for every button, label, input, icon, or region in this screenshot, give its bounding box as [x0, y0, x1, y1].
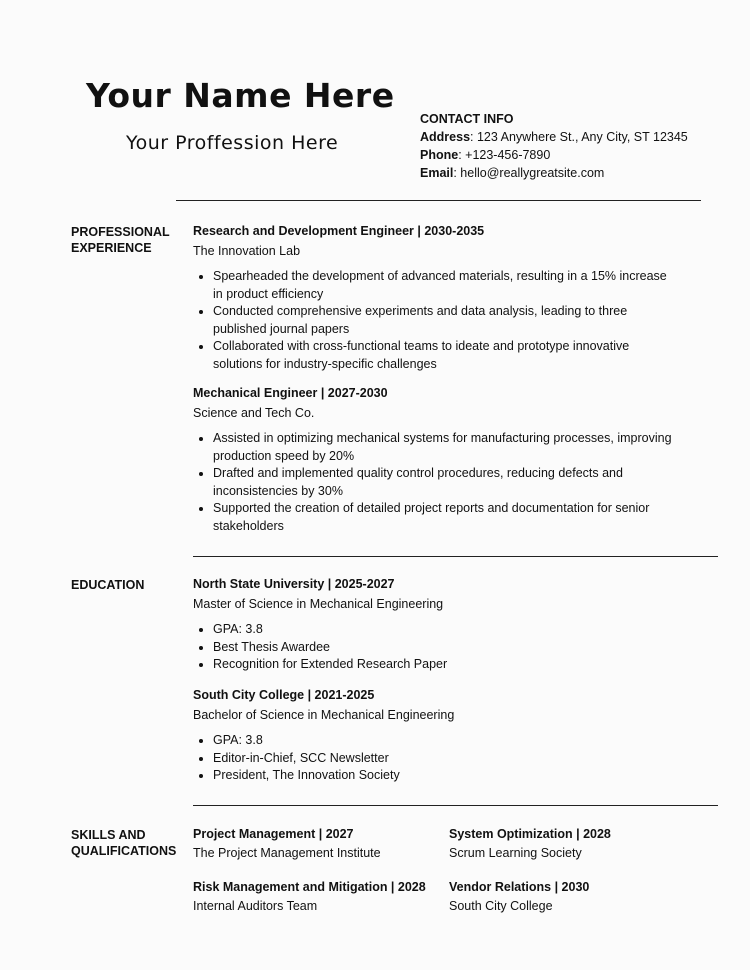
- contact-address: [420, 128, 688, 146]
- phone-label: Phone: [420, 148, 459, 162]
- list-item: • Editor-in-Chief, SCC Newsletter: [213, 750, 723, 768]
- list-item: • GPA: 3.8: [213, 732, 723, 750]
- resume-name: Your Name Here: [86, 76, 395, 115]
- school-bullets: [193, 621, 723, 674]
- skill-organization: Scrum Learning Society: [449, 846, 582, 860]
- school-degree: Master of Science in Mechanical Engineering: [193, 597, 444, 611]
- experience-divider: [193, 556, 718, 557]
- education-school-2: [193, 686, 723, 785]
- contact-info: [420, 110, 688, 182]
- education-divider: [193, 805, 718, 806]
- list-item: • Recognition for Extended Research Paper: [213, 656, 723, 674]
- job-title: Mechanical Engineer | 2027-2030: [193, 386, 388, 400]
- list-item: • Conducted comprehensive experiments and data analysis, leading to three published journal papers: [213, 303, 678, 338]
- skill-organization: South City College: [449, 899, 553, 913]
- skill-organization: Internal Auditors Team: [193, 899, 318, 913]
- skill-item: [193, 878, 443, 915]
- skill-title: System Optimization | 2028: [449, 827, 611, 841]
- email-value: : hello@reallygreatsite.com: [453, 166, 605, 180]
- list-item: • President, The Innovation Society: [213, 767, 723, 785]
- education-school-1: [193, 575, 723, 674]
- section-title-education: EDUCATION: [71, 578, 145, 592]
- skill-item: [449, 825, 709, 862]
- skill-title: Vendor Relations | 2030: [449, 880, 590, 894]
- job-bullets: [193, 430, 678, 535]
- job-bullets: [193, 268, 678, 373]
- phone-value: : +123-456-7890: [458, 148, 551, 162]
- skill-organization: The Project Management Institute: [193, 846, 381, 860]
- section-title-experience: PROFESSIONAL EXPERIENCE: [71, 225, 170, 255]
- list-item: • Drafted and implemented quality control procedures, reducing defects and inconsistencies by 30%: [213, 465, 678, 500]
- experience-job-1: [193, 222, 723, 373]
- skill-item: [449, 878, 709, 915]
- list-item: • Supported the creation of detailed project reports and documentation for senior stakeholders: [213, 500, 678, 535]
- skill-title: Risk Management and Mitigation | 2028: [193, 880, 426, 894]
- list-item: • Best Thesis Awardee: [213, 639, 723, 657]
- skill-title: Project Management | 2027: [193, 827, 354, 841]
- resume-profession: Your Proffession Here: [126, 132, 339, 154]
- list-item: • GPA: 3.8: [213, 621, 723, 639]
- header-divider: [176, 200, 701, 201]
- experience-job-2: [193, 384, 723, 535]
- contact-phone: [420, 146, 688, 164]
- school-degree: Bachelor of Science in Mechanical Engineering: [193, 708, 455, 722]
- school-title: South City College | 2021-2025: [193, 688, 375, 702]
- job-organization: Science and Tech Co.: [193, 406, 315, 420]
- list-item: • Assisted in optimizing mechanical systems for manufacturing processes, improving production speed by 20%: [213, 430, 678, 465]
- list-item: • Collaborated with cross-functional teams to ideate and prototype innovative solutions for industry-specific challenges: [213, 338, 678, 373]
- contact-heading: CONTACT INFO: [420, 112, 514, 126]
- contact-email: [420, 164, 688, 182]
- list-item: • Spearheaded the development of advanced materials, resulting in a 15% increase in product efficiency: [213, 268, 678, 303]
- job-organization: The Innovation Lab: [193, 244, 301, 258]
- skill-item: [193, 825, 443, 862]
- school-title: North State University | 2025-2027: [193, 577, 395, 591]
- email-label: Email: [420, 166, 454, 180]
- address-value: : 123 Anywhere St., Any City, ST 12345: [470, 130, 688, 144]
- address-label: Address: [420, 130, 471, 144]
- section-title-skills: SKILLS AND QUALIFICATIONS: [71, 828, 177, 858]
- school-bullets: [193, 732, 723, 785]
- job-title: Research and Development Engineer | 2030-2035: [193, 224, 485, 238]
